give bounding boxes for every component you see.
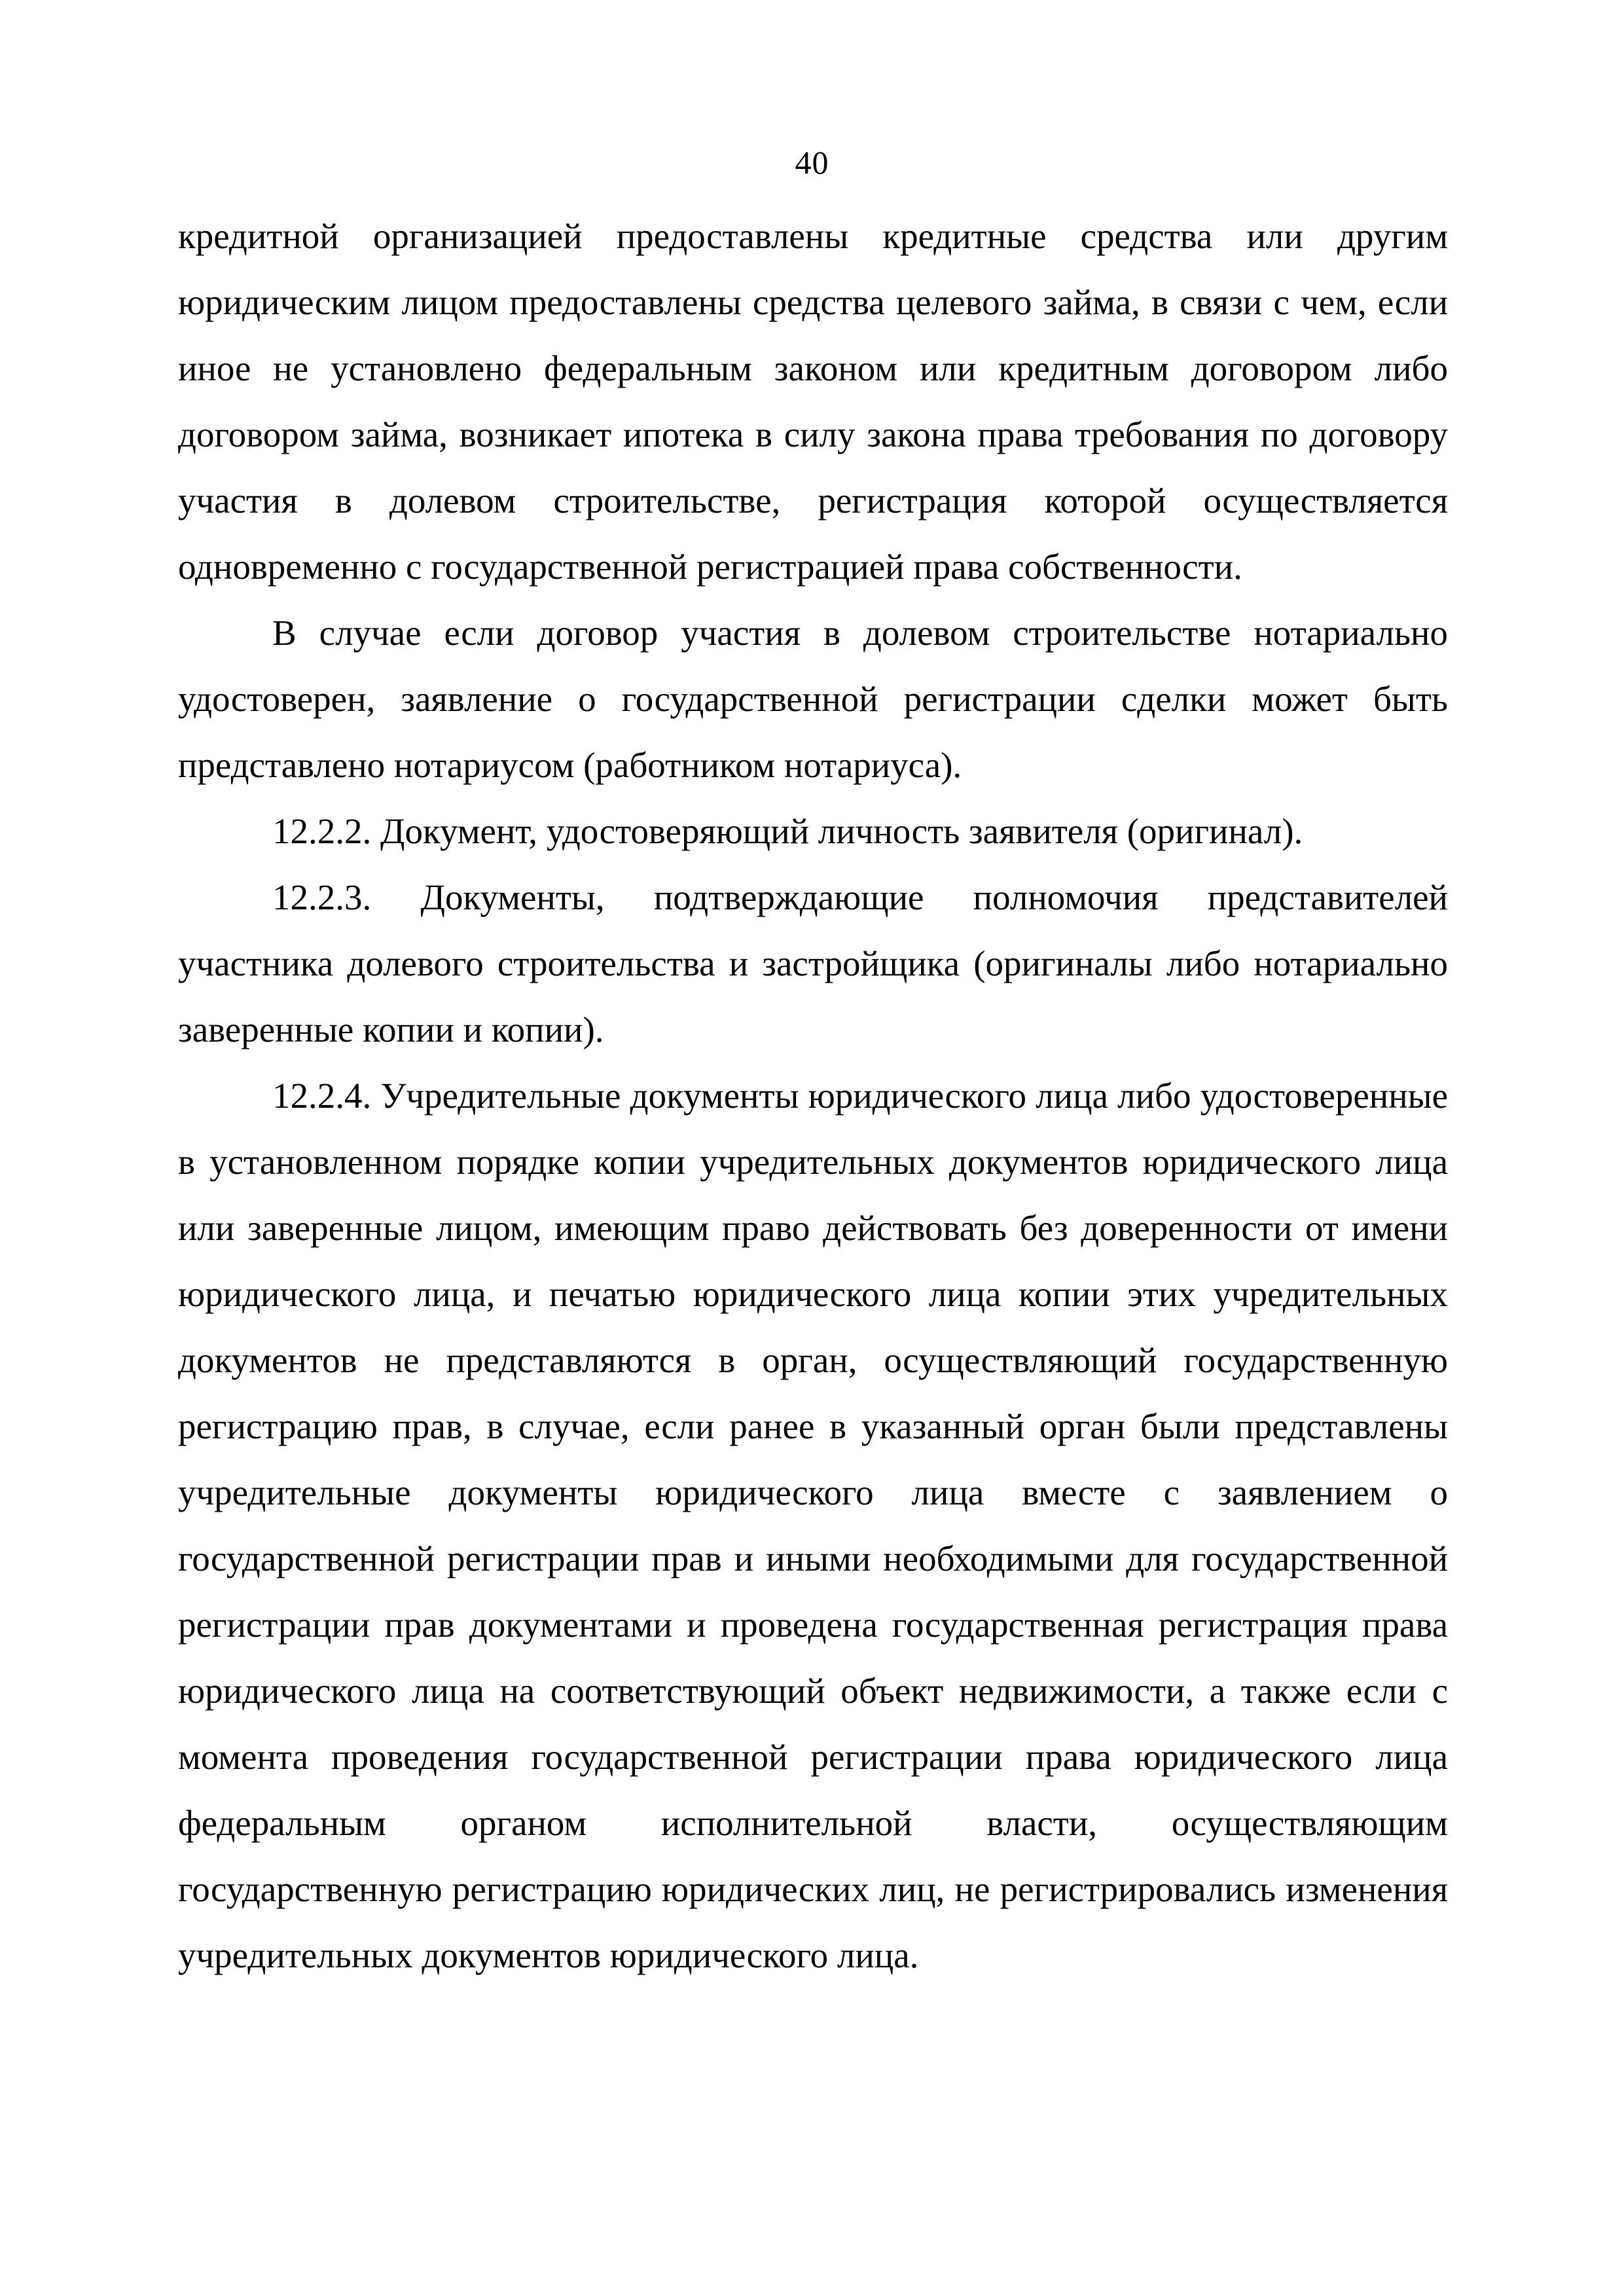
- paragraph-12-2-2: 12.2.2. Документ, удостоверяющий личность заявителя (оригинал).: [272, 811, 1303, 851]
- paragraph-12-2-4: 12.2.4. Учредительные документы юридического лица либо удостоверенные в установленном порядке копии учредительных документов юридического лица или заверенные лицом, имеющим право действовать без доверенности от имени юридического лица, и печатью юридического лица копии этих учредительных документов не представляются в орган, осуществляющий государственную регистрацию прав, в случае, если ранее в указанный орган были представлены учредительные документы юридического лица вместе с заявлением о государственной регистрации прав и иными необходимыми для государственной регистрации прав документами и проведена государственная регистрация права юридического лица на соответствующий объект недвижимости, а также если с момента проведения государственной регистрации права юридического лица федеральным органом исполнительной власти, осуществляющим государственную регистрацию юридических лиц, не регистрировались изменения учредительных документов юридического лица.: [178, 1076, 1448, 1975]
- page-number: 40: [795, 144, 829, 181]
- paragraph-continuation: кредитной организацией предоставлены кредитные средства или другим юридическим лицом предоставлены средства целевого займа, в связи с чем, если иное не установлено федеральным законом или кредитным договором либо договором займа, возникает ипотека в силу закона права требования по договору участия в долевом строительстве, регистрация которой осуществляется одновременно с государственной регистрацией права собственности.: [178, 216, 1448, 587]
- paragraph-notary: В случае если договор участия в долевом строительстве нотариально удостоверен, заявление о государственной регистрации сделки может быть представлено нотариусом (работником нотариуса).: [178, 613, 1448, 785]
- document-body: [178, 203, 1448, 1988]
- paragraph-12-2-3: 12.2.3. Документы, подтверждающие полномочия представителей участника долевого строительства и застройщика (оригиналы либо нотариально заверенные копии и копии).: [178, 877, 1448, 1049]
